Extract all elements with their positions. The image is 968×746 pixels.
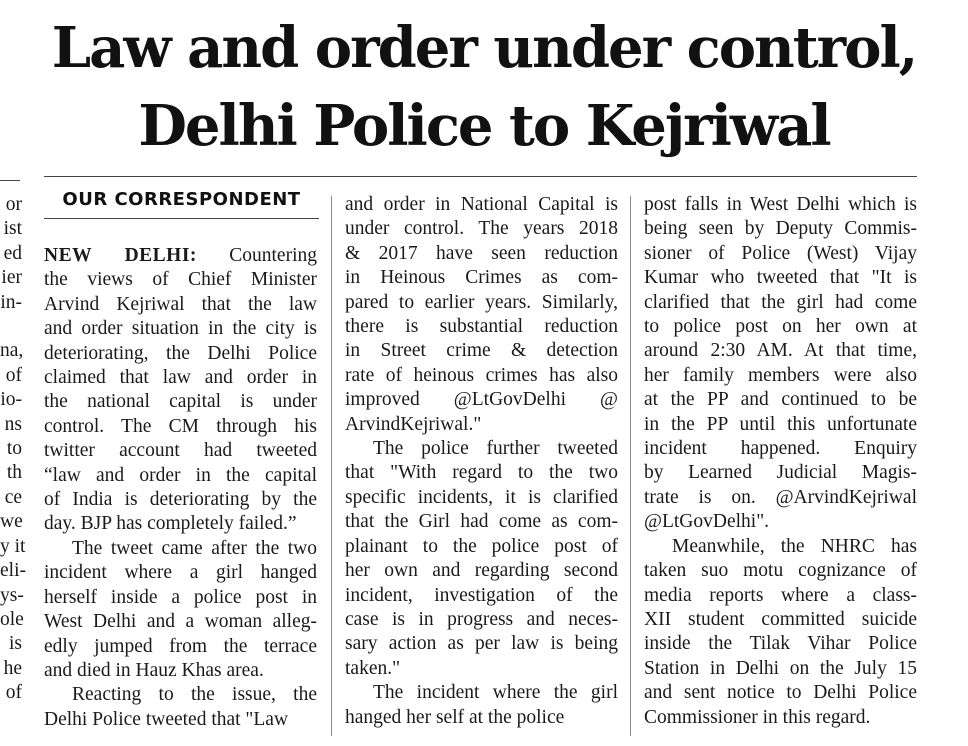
column-line: Delhi Police tweeted that "Law xyxy=(44,708,289,730)
column-line: inside the Tilak Vihar Police xyxy=(644,633,917,655)
cropped-line: y it xyxy=(0,535,26,557)
column-line: and order in National Capital is xyxy=(345,194,618,215)
cropped-line: na, xyxy=(0,340,24,362)
column-line: Meanwhile, the NHRC has xyxy=(672,535,917,557)
column-line: herself inside a police post in xyxy=(44,586,317,608)
cropped-line: of xyxy=(5,682,22,704)
headline-line-2: Delhi Police to Kejriwal xyxy=(138,93,830,159)
column-divider xyxy=(630,196,631,736)
cropped-line: to xyxy=(6,438,22,460)
column-line: taken." xyxy=(345,657,401,679)
column-line: Station in Delhi on the July 15 xyxy=(644,657,917,679)
column-line: control. The CM through his xyxy=(44,415,317,437)
column-line: ArvindKejriwal." xyxy=(345,413,482,435)
cropped-line: of xyxy=(5,364,22,386)
column-line: to police post on her own at xyxy=(644,316,917,338)
column-line: trate is on. @ArvindKejriwal xyxy=(644,486,917,508)
column-line: the views of Chief Minister xyxy=(44,269,317,291)
column-line: and order situation in the city is xyxy=(44,318,317,340)
cropped-line: ole xyxy=(0,608,24,630)
column-line: incident happened. Enquiry xyxy=(644,438,917,460)
cropped-line: in- xyxy=(0,291,22,313)
column-line: case is in progress and neces- xyxy=(345,608,618,630)
cropped-line: th xyxy=(6,462,22,484)
column-line: edly jumped from the terrace xyxy=(44,635,317,657)
column-line: around 2:30 AM. At that time, xyxy=(644,340,917,362)
column-line: deteriorating, the Delhi Police xyxy=(44,342,317,364)
column-line: The police further tweeted xyxy=(373,438,618,460)
cropped-line: io- xyxy=(0,389,22,411)
column-line: twitter account had tweeted xyxy=(44,440,317,462)
column-line: Kumar who tweeted that "It is xyxy=(644,267,917,289)
column-line: pared to earlier years. Similarly, xyxy=(345,291,618,313)
left-cropped-column xyxy=(0,193,26,706)
column-line: by Learned Judicial Magis- xyxy=(644,462,917,484)
byline-box xyxy=(44,180,319,219)
cropped-line: ce xyxy=(4,486,22,508)
column-line: West Delhi and a woman alleg- xyxy=(44,611,317,633)
dateline: NEW DELHI: xyxy=(44,245,197,266)
column-line: specific incidents, it is clarified xyxy=(345,486,618,508)
left-column-rule xyxy=(0,180,20,181)
column-line: hanged her self at the police xyxy=(345,706,565,728)
column-line: under control. The years 2018 xyxy=(345,218,618,240)
column-line-text: Countering xyxy=(229,245,317,266)
article-column-3 xyxy=(644,193,917,730)
column-line: XII student committed suicide xyxy=(644,608,917,630)
column-line xyxy=(44,244,317,268)
column-line: and died in Hauz Khas area. xyxy=(44,659,264,681)
column-line: incident where a girl hanged xyxy=(44,562,317,584)
column-line: Arvind Kejriwal that the law xyxy=(44,293,317,315)
column-line: her family members were also xyxy=(644,364,917,386)
column-line: day. BJP has completely failed.” xyxy=(44,513,297,535)
column-line: taken suo motu cognizance of xyxy=(644,560,917,582)
column-line: the national capital is under xyxy=(44,391,317,413)
column-line: incident, investigation of the xyxy=(345,584,618,606)
column-line: & 2017 have seen reduction xyxy=(345,242,618,264)
column-line: rate of heinous crimes has also xyxy=(345,364,618,386)
column-line: media reports where a class- xyxy=(644,584,917,606)
cropped-line: or xyxy=(5,194,22,215)
column-line: plainant to the police post of xyxy=(345,535,618,557)
cropped-line: ys- xyxy=(0,584,24,606)
column-line: that "With regard to the two xyxy=(345,462,618,484)
cropped-line: is xyxy=(8,633,22,655)
cropped-line xyxy=(0,315,22,339)
column-line: The tweet came after the two xyxy=(72,537,317,559)
cropped-line: we xyxy=(0,511,23,533)
column-line: there is substantial reduction xyxy=(345,316,618,338)
cropped-line: ns xyxy=(4,413,22,435)
cropped-line: eli- xyxy=(0,560,26,582)
column-line: clarified that the girl had come xyxy=(644,291,917,313)
column-line: claimed that law and order in xyxy=(44,367,317,389)
column-line: “law and order in the capital xyxy=(44,464,317,486)
column-line: post falls in West Delhi which is xyxy=(644,194,917,215)
column-line: her own and regarding second xyxy=(345,560,618,582)
headline-line-1: Law and order under control, xyxy=(51,15,917,81)
column-line: The incident where the girl xyxy=(373,682,618,704)
column-line: in Street crime & detection xyxy=(345,340,618,362)
column-line: Reacting to the issue, the xyxy=(72,684,317,706)
article-column-1 xyxy=(44,244,317,732)
column-line: @LtGovDelhi". xyxy=(644,511,770,533)
column-line: in the PP until this unfortunate xyxy=(644,413,917,435)
column-line: that the Girl had come as com- xyxy=(345,511,618,533)
cropped-line: he xyxy=(3,657,22,679)
column-line: being seen by Deputy Commis- xyxy=(644,218,917,240)
column-line: sary action as per law is being xyxy=(345,633,618,655)
byline: OUR CORRESPONDENT xyxy=(62,188,301,210)
cropped-line: ed xyxy=(3,242,22,264)
column-divider xyxy=(331,196,332,736)
cropped-line: ist xyxy=(3,218,22,240)
column-line: improved @LtGovDelhi @ xyxy=(345,389,618,411)
headline-rule xyxy=(44,176,917,177)
cropped-line: ier xyxy=(1,267,22,289)
column-line: of India is deteriorating by the xyxy=(44,489,317,511)
column-line: at the PP and continued to be xyxy=(644,389,917,411)
column-line: in Heinous Crimes as com- xyxy=(345,267,618,289)
column-line: sioner of Police (West) Vijay xyxy=(644,242,917,264)
article-column-2 xyxy=(345,193,618,730)
column-line: Commissioner in this regard. xyxy=(644,706,871,728)
column-line: and sent notice to Delhi Police xyxy=(644,682,917,704)
